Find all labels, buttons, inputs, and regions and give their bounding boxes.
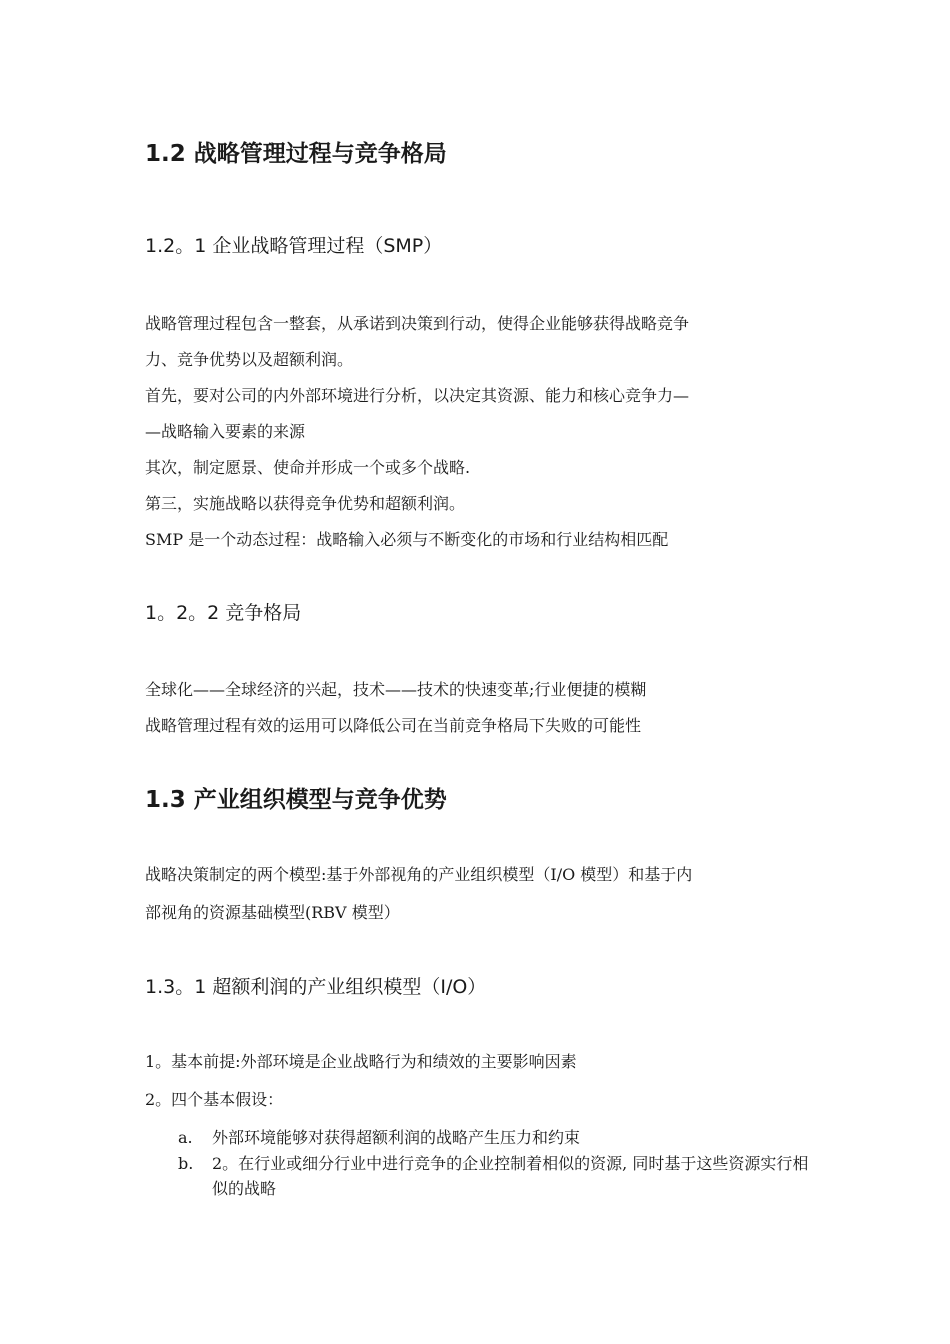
paragraph-line: 首先，要对公司的内外部环境进行分析，以决定其资源、能力和核心竞争力—	[145, 386, 690, 405]
paragraph-line: 战略管理过程包含一整套，从承诺到决策到行动，使得企业能够获得战略竞争	[145, 314, 690, 333]
section-1-3-heading: 1.3 产业组织模型与竞争优势	[145, 787, 447, 813]
list-marker: a.	[178, 1128, 193, 1147]
paragraph-line: 部视角的资源基础模型(RBV 模型）	[145, 903, 400, 922]
section-1-3-1-heading: 1.3。1 超额利润的产业组织模型（I/O）	[145, 976, 487, 998]
numbered-item: 2。四个基本假设：	[145, 1090, 284, 1109]
paragraph-line: SMP 是一个动态过程：战略输入必须与不断变化的市场和行业结构相匹配	[145, 530, 669, 549]
section-1-2-1-heading: 1.2。1 企业战略管理过程（SMP）	[145, 235, 443, 257]
sublist-item-b	[178, 1151, 818, 1203]
paragraph-line: 其次，制定愿景、使命并形成一个或多个战略.	[145, 458, 471, 477]
paragraph-line: 力、竞争优势以及超额利润。	[145, 350, 354, 369]
paragraph-line: 全球化——全球经济的兴起，技术——技术的快速变革;行业便捷的模糊	[145, 680, 647, 699]
section-1-2-2-heading: 1。2。2 竞争格局	[145, 602, 302, 624]
list-marker: b.	[178, 1154, 194, 1173]
sublist-item-a	[178, 1125, 818, 1151]
paragraph-line: 第三，实施战略以获得竞争优势和超额利润。	[145, 494, 466, 513]
paragraph-line: 战略管理过程有效的运用可以降低公司在当前竞争格局下失败的可能性	[145, 716, 642, 735]
section-1-2-heading: 1.2 战略管理过程与竞争格局	[145, 141, 447, 167]
list-item-text: 2。在行业或细分行业中进行竞争的企业控制着相似的资源, 同时基于这些资源实行相似的战略	[212, 1154, 809, 1198]
numbered-item: 1。基本前提:外部环境是企业战略行为和绩效的主要影响因素	[145, 1052, 577, 1071]
paragraph-line: —战略输入要素的来源	[145, 422, 306, 441]
paragraph-line: 战略决策制定的两个模型:基于外部视角的产业组织模型（I/O 模型）和基于内	[145, 865, 693, 884]
list-item-text: 外部环境能够对获得超额利润的战略产生压力和约束	[212, 1128, 581, 1147]
